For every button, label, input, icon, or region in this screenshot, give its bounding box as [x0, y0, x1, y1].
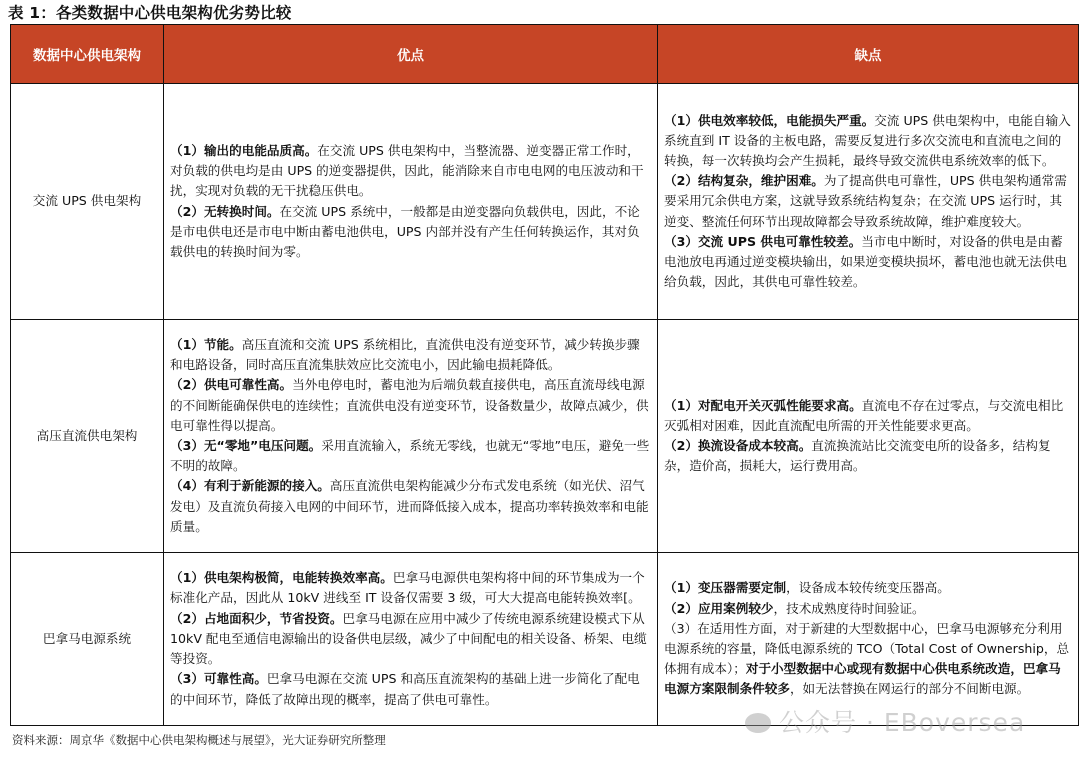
- cons-cell: [658, 320, 1079, 553]
- pros-cell: [164, 320, 658, 553]
- table-title: 表 1：各类数据中心供电架构优劣势比较: [8, 4, 292, 22]
- comparison-table: [10, 24, 1079, 726]
- row-label: 高压直流供电架构: [11, 320, 164, 553]
- list-item: （2）结构复杂，维护困难。为了提高供电可靠性，UPS 供电架构通常需要采用冗余供电方案，这就导致系统结构复杂；在交流 UPS 运行时，其逆变、整流任何环节出现故障都会导致系统故障，维护难度较大。: [664, 173, 1067, 229]
- pros-cell: [164, 84, 658, 320]
- list-item: （1）供电架构极简，电能转换效率高。巴拿马电源供电架构将中间的环节集成为一个标准化产品，因此从 10kV 进线至 IT 设备仅需要 3 级，可大大提高电能转换效率[。: [170, 570, 645, 606]
- list-item: （1）变压器需要定制，设备成本较传统变压器高。: [664, 580, 950, 596]
- table-row: [11, 320, 1079, 553]
- list-item: （2）换流设备成本较高。直流换流站比交流变电所的设备多，结构复杂，造价高，损耗大，运行费用高。: [664, 438, 1051, 474]
- cons-cell: [658, 553, 1079, 726]
- list-item: （1）供电效率较低，电能损失严重。交流 UPS 供电架构中，电能自输入系统直到 IT 设备的主板电路，需要反复进行多次交流电和直流电之间的转换，每一次转换均会产生损耗，最终导致交流供电系统效率的低下。: [664, 112, 1071, 168]
- list-item: （4）有利于新能源的接入。高压直流供电架构能减少分布式发电系统（如光伏、沼气发电）及直流负荷接入电网的中间环节，进而降低接入成本，提高功率转换效率和电能质量。: [170, 478, 649, 534]
- list-item: （3）可靠性高。巴拿马电源在交流 UPS 和高压直流架构的基础上进一步简化了配电的中间环节，降低了故障出现的概率，提高了供电可靠性。: [170, 671, 640, 707]
- list-item: （3）交流 UPS 供电可靠性较差。当市电中断时，对设备的供电是由蓄电池放电再通过逆变模块输出，如果逆变模块损坏，蓄电池也就无法供电给负载，因此，其供电可靠性较差。: [664, 233, 1067, 290]
- list-item: （2）无转换时间。在交流 UPS 系统中，一般都是由逆变器向负载供电，因此，不论是市电供电还是市电中断由蓄电池供电，UPS 内部并没有产生任何转换运作，其对负载供电的转换时间为零。: [170, 203, 640, 259]
- list-item: （1）节能。高压直流和交流 UPS 系统相比，直流供电没有逆变环节，减少转换步骤和电路设备，同时高压直流集肤效应比交流电小，因此输电损耗降低。: [170, 336, 640, 373]
- list-item: （2）供电可靠性高。当外电停电时，蓄电池为后端负载直接供电，高压直流母线电源的不间断能确保供电的连续性；直流供电没有逆变环节，设备数量少，故障点减少，供电可靠性得以提高。: [170, 377, 649, 433]
- cons-cell: [658, 84, 1079, 320]
- list-item: （3）在适用性方面，对于新建的大型数据中心，巴拿马电源够充分利用电源系统的容量，降低电源系统的 TCO（Total Cost of Ownership，总体拥有成本）；对于小型数据中心或现有数据中心供电系统改造，巴拿马电源方案限制条件较多，如无法替换在网运行的部分不间断电源。: [664, 620, 1070, 697]
- table-header-row: [11, 25, 1079, 84]
- row-label: 巴拿马电源系统: [11, 553, 164, 726]
- header-cons: 缺点: [658, 25, 1079, 84]
- row-label: 交流 UPS 供电架构: [11, 84, 164, 320]
- pros-cell: [164, 553, 658, 726]
- list-item: （1）输出的电能品质高。在交流 UPS 供电架构中，当整流器、逆变器正常工作时，对负载的供电均是由 UPS 的逆变器提供，因此，能消除来自市电电网的电压波动和干扰，实现对负载的无干扰稳压供电。: [170, 142, 644, 199]
- list-item: （2）占地面积少，节省投资。巴拿马电源在应用中减少了传统电源系统建设模式下从 10kV 配电至通信电源输出的设备供电层级，减少了中间配电的相关设备、桥架、电缆等投资。: [170, 610, 647, 667]
- watermark: 公众号 · EBoversea: [745, 703, 1025, 739]
- list-item: （2）应用案例较少，技术成熟度待时间验证。: [664, 600, 925, 616]
- table-row: [11, 84, 1079, 320]
- list-item: （3）无“零地”电压问题。采用直流输入，系统无零线，也就无“零地”电压，避免一些不明的故障。: [170, 438, 650, 474]
- header-architecture: 数据中心供电架构: [11, 25, 164, 84]
- header-pros: 优点: [164, 25, 658, 84]
- wechat-icon: [745, 713, 771, 733]
- list-item: （1）对配电开关灭弧性能要求高。直流电不存在过零点，与交流电相比灭弧相对困难，因此直流配电所需的开关性能要求更高。: [664, 397, 1064, 433]
- table-row: [11, 553, 1079, 726]
- source-note: 资料来源：周京华《数据中心供电架构概述与展望》，光大证券研究所整理: [12, 733, 386, 747]
